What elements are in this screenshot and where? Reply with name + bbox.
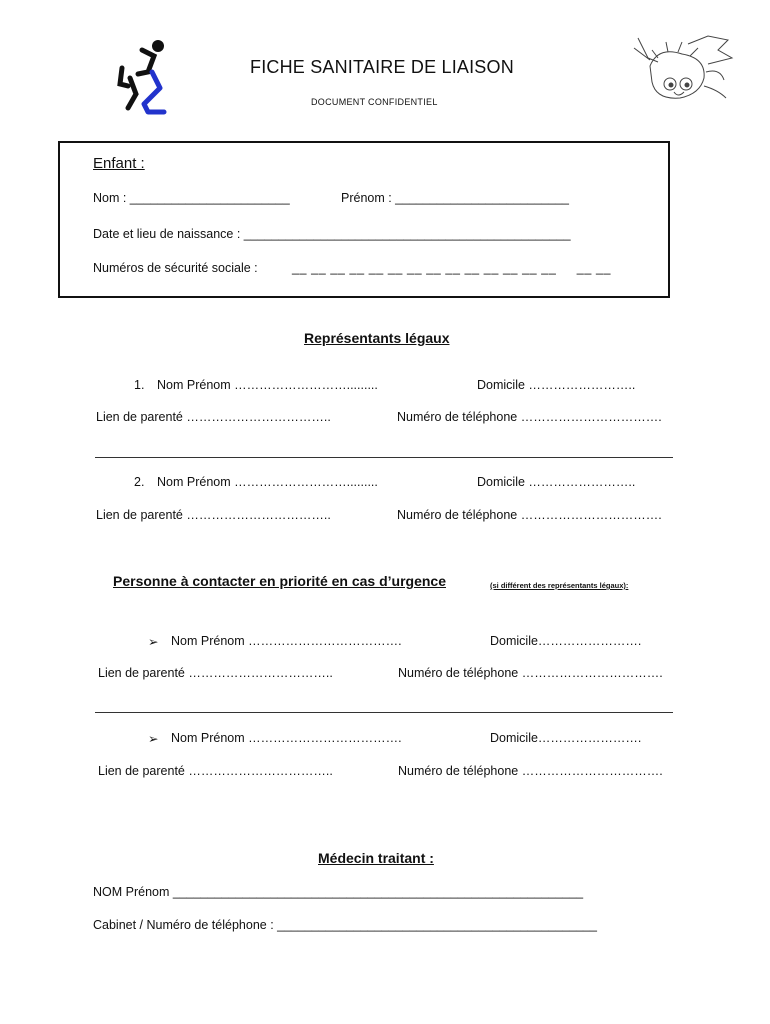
rep2-domicile-field[interactable]: Domicile …………………….. <box>477 475 636 489</box>
divider <box>95 712 673 713</box>
urgence1-nom-prenom-field[interactable]: Nom Prénom ………………………………. <box>171 634 402 648</box>
urgence2-lien-field[interactable]: Lien de parenté …………………………….. <box>98 764 333 778</box>
enfant-secu-label: Numéros de sécurité sociale : <box>93 261 258 275</box>
rep1-lien-field[interactable]: Lien de parenté …………………………….. <box>96 410 331 424</box>
enfant-naissance-field[interactable]: Date et lieu de naissance : _______________________________________________ <box>93 227 571 241</box>
urgence2-nom-prenom-field[interactable]: Nom Prénom ………………………………. <box>171 731 402 745</box>
bird-illustration-icon <box>628 28 740 108</box>
running-child-logo-icon <box>108 38 170 118</box>
urgence2-domicile-field[interactable]: Domicile……………………. <box>490 731 642 745</box>
urgence-heading: Personne à contacter en priorité en cas d’urgence <box>113 573 446 589</box>
enfant-heading: Enfant : <box>93 155 145 172</box>
page-subtitle: DOCUMENT CONFIDENTIEL <box>311 97 438 107</box>
rep1-nom-prenom-field[interactable]: Nom Prénom ………………………......... <box>157 378 378 392</box>
bullet-arrow-icon: ➢ <box>148 732 159 746</box>
divider <box>95 457 673 458</box>
medecin-cabinet-field[interactable]: Cabinet / Numéro de téléphone : ______________________________________________ <box>93 918 597 932</box>
rep1-telephone-field[interactable]: Numéro de téléphone ……………………………. <box>397 410 662 424</box>
urgence1-telephone-field[interactable]: Numéro de téléphone ……………………………. <box>398 666 663 680</box>
rep2-nom-prenom-field[interactable]: Nom Prénom ………………………......... <box>157 475 378 489</box>
medecin-nom-field[interactable]: NOM Prénom ___________________________________________________________ <box>93 885 584 899</box>
bullet-arrow-icon: ➢ <box>148 635 159 649</box>
representants-heading: Représentants légaux <box>304 330 450 346</box>
urgence-note: (si différent des représentants légaux): <box>490 581 629 590</box>
enfant-prenom-field[interactable]: Prénom : _________________________ <box>341 191 569 205</box>
rep2-lien-field[interactable]: Lien de parenté …………………………….. <box>96 508 331 522</box>
urgence2-telephone-field[interactable]: Numéro de téléphone ……………………………. <box>398 764 663 778</box>
page-title: FICHE SANITAIRE DE LIAISON <box>250 57 514 77</box>
rep1-domicile-field[interactable]: Domicile …………………….. <box>477 378 636 392</box>
medecin-heading: Médecin traitant : <box>318 850 434 866</box>
urgence1-lien-field[interactable]: Lien de parenté …………………………….. <box>98 666 333 680</box>
rep2-telephone-field[interactable]: Numéro de téléphone ……………………………. <box>397 508 662 522</box>
enfant-nom-field[interactable]: Nom : _______________________ <box>93 191 290 205</box>
enfant-secu-field[interactable]: __ __ __ __ __ __ __ __ __ __ __ __ __ __ __ __ <box>292 261 612 275</box>
rep2-number: 2. <box>134 475 145 489</box>
rep1-number: 1. <box>134 378 145 392</box>
urgence1-domicile-field[interactable]: Domicile……………………. <box>490 634 642 648</box>
